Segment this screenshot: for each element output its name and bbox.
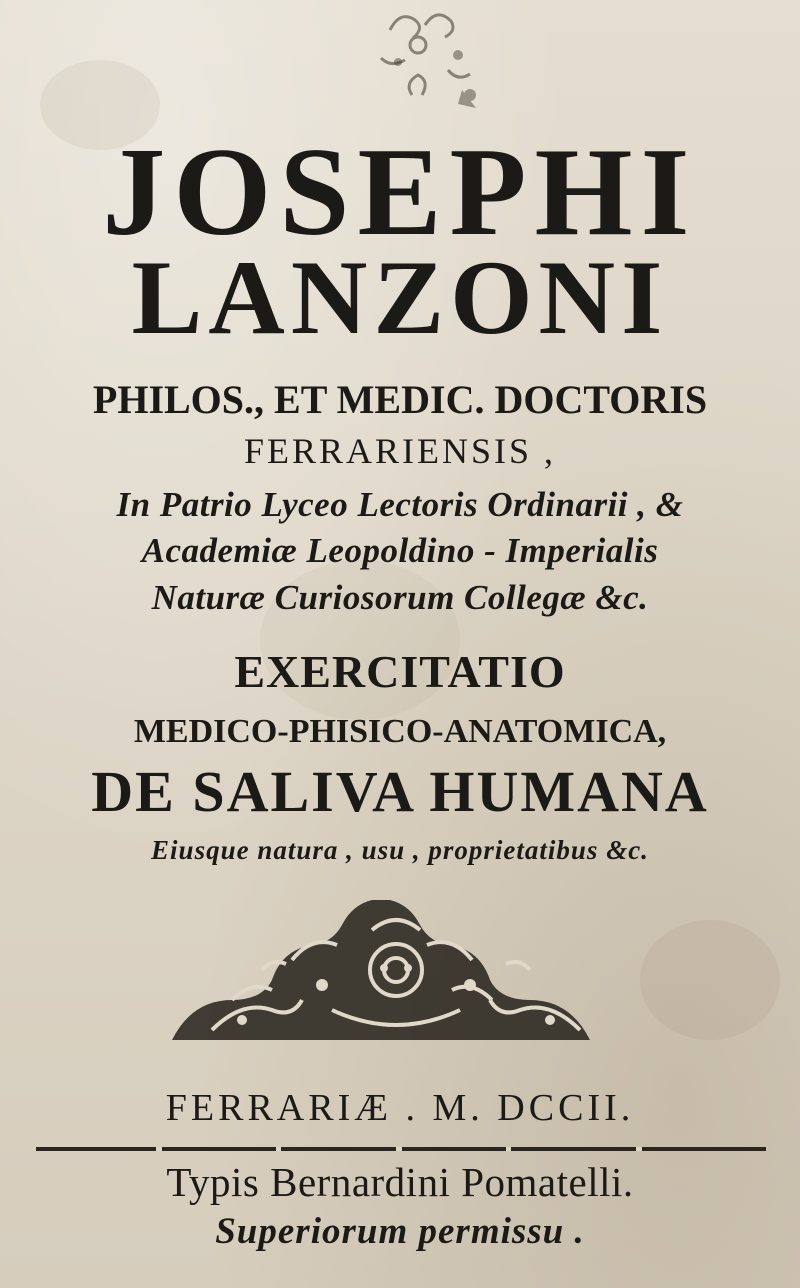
paper-stain — [640, 920, 780, 1040]
floral-ornament-icon — [330, 0, 500, 140]
author-first-name: JOSEPHI — [102, 123, 698, 262]
work-subtype: MEDICO-PHISICO-ANATOMICA, — [133, 713, 667, 750]
author-degree: PHILOS., ET MEDIC. DOCTORIS — [92, 377, 708, 422]
imprint-place-year: FERRARIÆ . M. DCCII. — [165, 1087, 635, 1129]
author-post-line: Academiæ Leopoldino - Imperialis — [141, 531, 659, 570]
author-post-line: Naturæ Curiosorum Collegæ &c. — [151, 578, 649, 617]
printer-device-icon — [172, 890, 620, 1058]
work-title: DE SALIVA HUMANA — [91, 759, 709, 824]
work-description: Eiusque natura , usu , proprietatibus &c. — [151, 835, 649, 865]
work-type: EXERCITATIO — [234, 646, 566, 697]
license-note: Superiorum permissu . — [215, 1211, 585, 1252]
author-post-line: In Patrio Lyceo Lectoris Ordinarii , & — [116, 485, 684, 524]
printer-name: Typis Bernardini Pomatelli. — [166, 1159, 634, 1205]
author-last-name: LANZONI — [131, 239, 669, 356]
author-city: FERRARIENSIS , — [243, 431, 557, 471]
divider-rule — [36, 1146, 766, 1152]
